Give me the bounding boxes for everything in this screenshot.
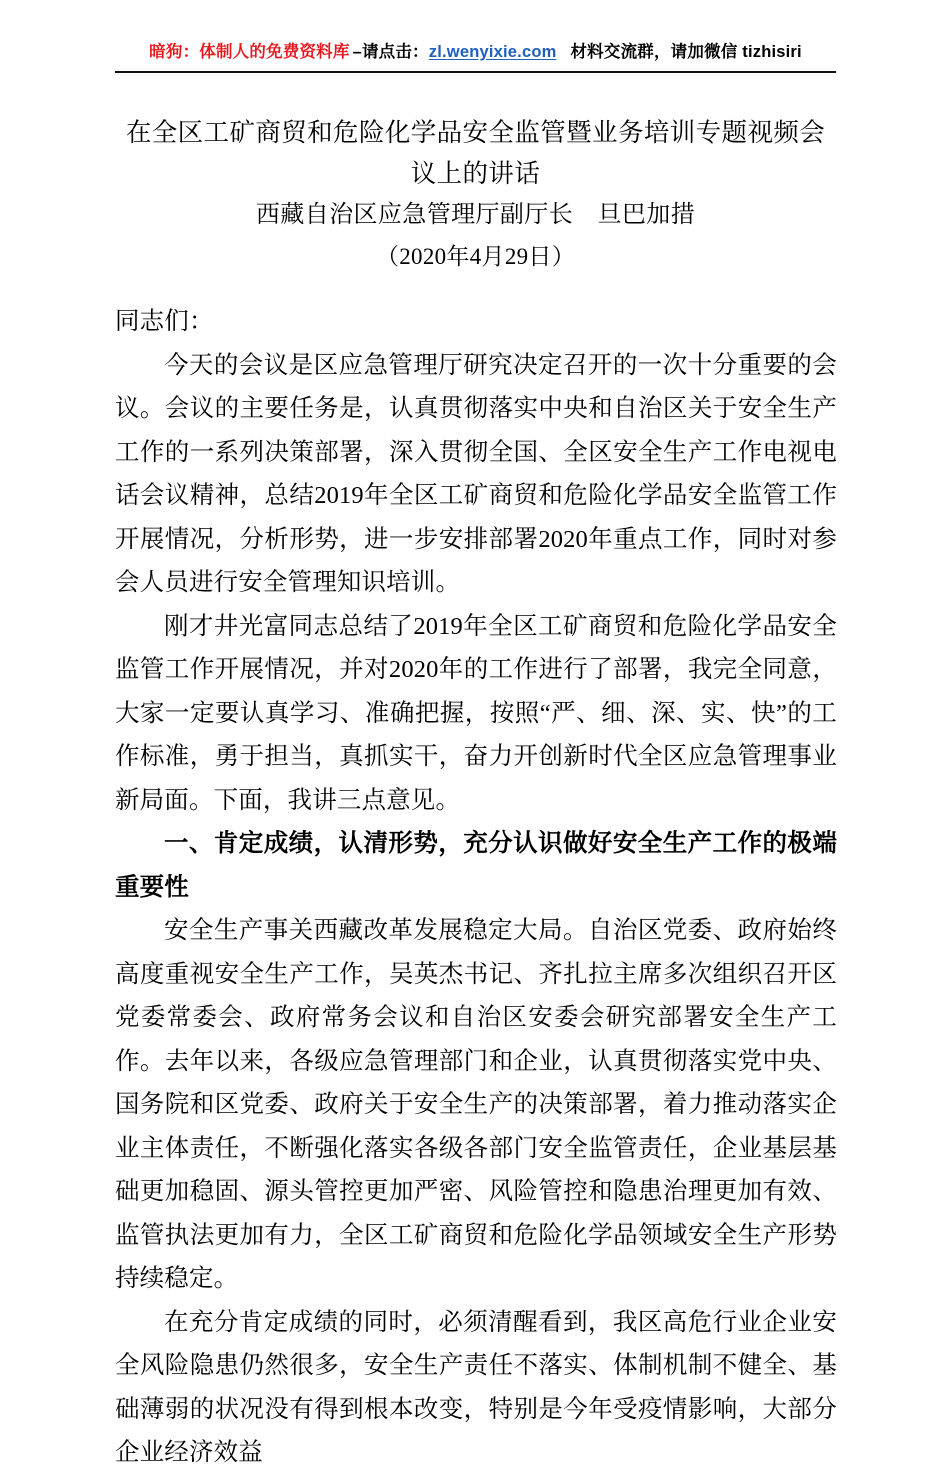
title-block — [115, 112, 836, 278]
document-date: （2020年4月29日） — [375, 244, 576, 269]
paragraph: 安全生产事关西藏改革发展稳定大局。自治区党委、政府始终高度重视安全生产工作，吴英杰书记、齐扎拉主席多次组织召开区党委常委会、政府常务会议和自治区安委会研究部署安全生产工作。去年以来，各级应急管理部门和企业，认真贯彻落实党中央、国务院和区党委、政府关于安全生产的决策部署，着力推动落实企业主体责任，不断强化落实各级各部门安全监管责任，企业基层基础更加稳固、源头管控更加严密、风险管控和隐患治理更加有效、监管执法更加有力，全区工矿商贸和危险化学品领域安全生产形势持续稳定。 — [115, 917, 837, 1292]
paragraph: 今天的会议是区应急管理厅研究决定召开的一次十分重要的会议。会议的主要任务是，认真贯彻落实中央和自治区关于安全生产工作的一系列决策部署，深入贯彻全国、全区安全生产工作电视电话会议精神，总结2019年全区工矿商贸和危险化学品安全监管工作开展情况，分析形势，进一步安排部署2020年重点工作，同时对参会人员进行安全管理知识培训。 — [115, 351, 837, 596]
promo-brand-text: 暗狗：体制人的免费资料库 — [149, 42, 350, 61]
promo-contact-text: 材料交流群，请加微信 tizhisiri — [570, 42, 802, 61]
section-heading: 一、肯定成绩，认清形势，充分认识做好安全生产工作的极端重要性 — [115, 830, 837, 901]
document-title: 在全区工矿商贸和危险化学品安全监管暨业务培训专题视频会议上的讲话 — [125, 118, 826, 188]
document-subtitle: 西藏自治区应急管理厅副厅长 旦巴加措 — [255, 202, 696, 228]
document-body — [115, 300, 837, 1475]
salutation: 同志们： — [115, 308, 214, 335]
promo-banner — [115, 38, 836, 66]
header-divider — [115, 71, 836, 73]
paragraph: 在充分肯定成绩的同时，必须清醒看到，我区高危行业企业安全风险隐患仍然很多，安全生产责任不落实、体制机制不健全、基础薄弱的状况没有得到根本改变，特别是今年受疫情影响，大部分企业经济效益 — [115, 1308, 837, 1466]
promo-cta-text: –请点击： — [352, 42, 429, 61]
paragraph: 刚才井光富同志总结了2019年全区工矿商贸和危险化学品安全监管工作开展情况，并对2020年的工作进行了部署，我完全同意，大家一定要认真学习、准确把握，按照“严、细、深、实、快”的工作标准，勇于担当，真抓实干，奋力开创新时代全区应急管理事业新局面。下面，我讲三点意见。 — [115, 612, 837, 814]
promo-site-link[interactable]: zl.wenyixie.com — [428, 42, 557, 61]
